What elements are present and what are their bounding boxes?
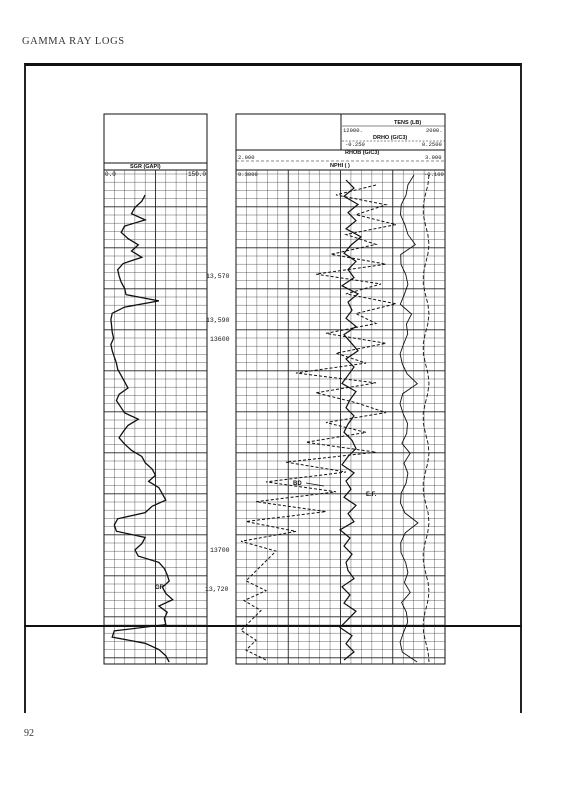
page-number: 92 [24,728,34,739]
depth-label: 13,590 [206,317,230,324]
tens-label: TENS (LB) [394,120,422,126]
nphi-left: 0.3000 [238,171,258,178]
nphi-right: -0.100 [424,171,444,178]
rhob-left: 2.000 [238,154,255,161]
tens-right: 2000. [426,127,443,134]
depth-label: 13,720 [205,586,229,593]
depth-track [205,273,230,593]
depth-label: 13700 [210,547,230,554]
track1-curve-label: SGR (GAPI) [130,164,161,170]
running-head: GAMMA RAY LOGS [22,36,125,47]
rhob-label: RHOB (G/C3) [345,150,380,156]
nphi-curve [241,185,396,660]
depth-label: 13,570 [206,273,230,280]
depth-label: 13600 [210,336,230,343]
ef-annotation: E.F. [366,492,377,498]
track2-grid [236,170,445,664]
drho-right: 0.2500 [422,141,442,148]
track1-scale-right: 150.0 [188,171,207,178]
track1-scale-left: 0.0 [105,171,116,178]
tens-left: 12000. [343,127,363,134]
bd-annotation: BD [293,481,302,487]
gamma-ray-curve [111,195,173,662]
nphi-label: NPHI ( ) [330,163,350,169]
drho-label: DRHO (G/C3) [373,135,408,141]
drho-left: -0.250 [345,141,365,148]
gr-curve-annotation: GR [155,585,164,591]
rhob-right: 3.000 [425,154,442,161]
